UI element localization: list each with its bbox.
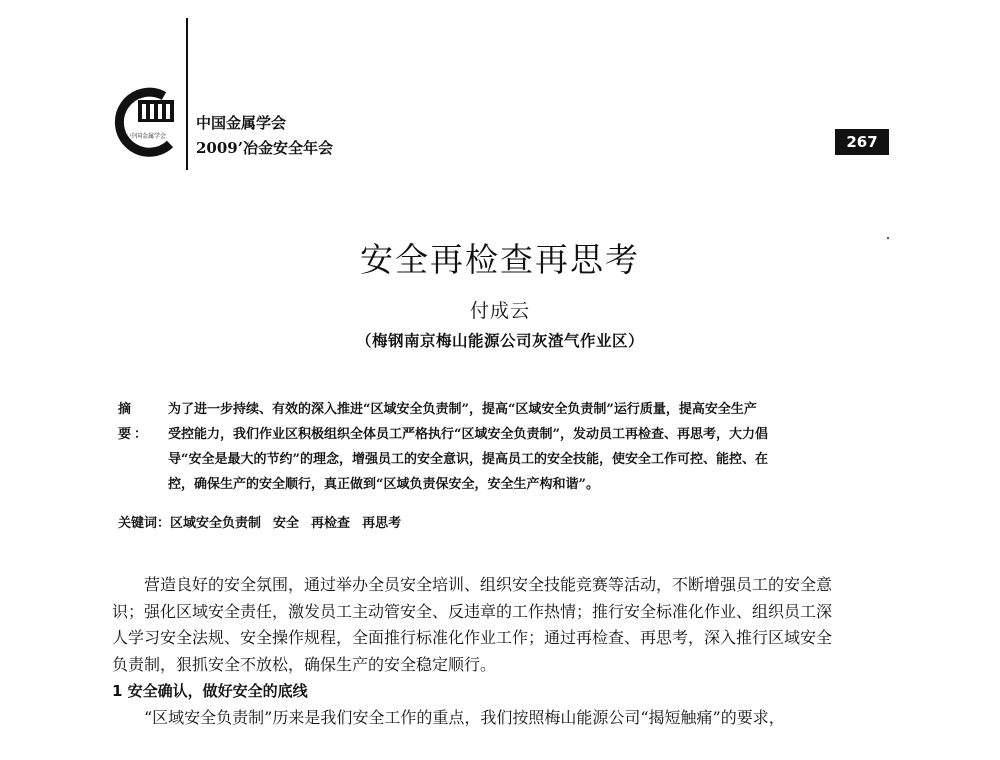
abstract-line: 受控能力，我们作业区积极组织全体员工严格执行“区域安全负责制”，发动员工再检查、再思考，大力倡 <box>168 427 768 442</box>
keywords-label: 关键词： <box>118 516 171 531</box>
body-line: 人学习安全法规、安全操作规程，全面推行标准化作业工作；通过再检查、再思考，深入推行区域安全 <box>112 628 833 647</box>
header-divider-line <box>186 18 188 170</box>
conference-name: 2009’冶金安全年会 <box>196 139 333 157</box>
keyword-item: 区域安全负责制 <box>170 516 262 531</box>
article-author: 付成云 <box>469 300 530 322</box>
society-logo-icon <box>108 86 184 162</box>
article-title: 安全再检查再思考 <box>360 240 640 279</box>
org-name: 中国金属学会 <box>196 114 287 132</box>
abstract-line: 导“安全是最大的节约”的理念，增强员工的安全意识，提高员工的安全技能，使安全工作可控、能控、在 <box>168 452 768 467</box>
body-line: 识；强化区域安全责任，激发员工主动管安全、反违章的工作热情；推行安全标准化作业、组织员工深 <box>112 601 833 621</box>
abstract <box>118 397 890 497</box>
body-line: 负责制，狠抓安全不放松，确保生产的安全稳定顺行。 <box>112 654 497 674</box>
article-affiliation: （梅钢南京梅山能源公司灰渣气作业区） <box>355 332 644 350</box>
section-heading: 1 安全确认，做好安全的底线 <box>112 682 308 700</box>
body-line: “区域安全负责制”历来是我们安全工作的重点，我们按照梅山能源公司“揭短触痛”的要求， <box>144 707 785 727</box>
conference-info <box>196 111 333 161</box>
body-line: 营造良好的安全氛围，通过举办全员安全培训、组织安全技能竞赛等活动，不断增强员工的安全意 <box>144 575 833 594</box>
abstract-line: 控，确保生产的安全顺行，真正做到“区域负责保安全，安全生产构和谐”。 <box>168 477 599 492</box>
keyword-item: 再检查 <box>311 516 351 531</box>
keyword-item: 安全 <box>273 516 300 531</box>
logo-text: 中国金属学会 <box>129 133 167 140</box>
page-number: 267 <box>835 129 889 155</box>
body-text <box>112 572 902 731</box>
abstract-label: 摘 要： <box>118 402 151 442</box>
keyword-item: 再思考 <box>362 516 402 531</box>
keywords <box>118 512 401 531</box>
abstract-line: 为了进一步持续、有效的深入推进“区域安全负责制”，提高“区域安全负责制”运行质量，提高安全生产 <box>168 402 757 417</box>
